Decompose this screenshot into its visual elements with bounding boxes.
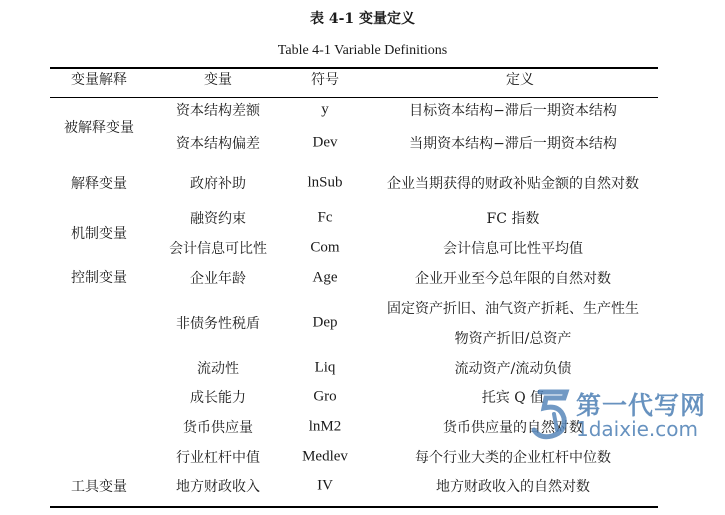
variable-symbol: y: [321, 101, 329, 118]
header-variable-explanation: 变量解释: [71, 72, 127, 88]
variable-definition: 货币供应量的自然对数: [443, 420, 583, 436]
variable-symbol: Com: [310, 239, 340, 256]
variable-name: 会计信息可比性: [169, 241, 267, 257]
group-control-variable: 控制变量: [71, 270, 127, 286]
group-dependent-variable: 被解释变量: [64, 120, 134, 136]
variable-definition-continued: 物资产折旧/总资产: [454, 331, 572, 347]
variable-definition: 流动资产/流动负债: [454, 361, 572, 377]
variable-symbol: Dep: [312, 314, 338, 331]
variable-definition: 会计信息可比性平均值: [443, 241, 583, 257]
variable-name: 政府补助: [190, 176, 246, 192]
table-caption-english: Table 4-1 Variable Definitions: [277, 43, 448, 58]
variable-symbol: Fc: [317, 209, 333, 226]
table-caption-chinese: 表 4-1 变量定义: [309, 11, 416, 27]
variable-name: 非债务性税盾: [176, 316, 260, 332]
variable-definition: 企业开业至今总年限的自然对数: [415, 271, 611, 287]
top-rule: [50, 67, 658, 69]
variable-symbol: lnSub: [307, 174, 343, 191]
variable-name: 货币供应量: [183, 420, 253, 436]
watermark: [526, 384, 722, 446]
variable-symbol: Liq: [314, 359, 336, 376]
group-explanatory-variable: 解释变量: [71, 176, 127, 192]
variable-symbol: Age: [312, 269, 338, 286]
header-symbol: 符号: [311, 72, 339, 88]
variable-symbol: Gro: [313, 388, 337, 405]
variable-name: 资本结构差额: [176, 103, 260, 119]
variable-definition: 企业当期获得的财政补贴金额的自然对数: [387, 176, 639, 192]
variable-definition: 地方财政收入的自然对数: [436, 479, 590, 495]
variable-definition: 固定资产折旧、油气资产折耗、生产性生: [387, 301, 639, 317]
variable-definition: 每个行业大类的企业杠杆中位数: [415, 450, 611, 466]
variable-symbol: IV: [317, 477, 333, 494]
header-definition: 定义: [506, 72, 534, 88]
variable-definition: 当期资本结构−滞后一期资本结构: [409, 136, 617, 152]
bottom-rule: [50, 506, 658, 508]
variable-name: 成长能力: [190, 390, 246, 406]
watermark-text: 第一代写网: [576, 391, 707, 420]
header-variable: 变量: [204, 72, 232, 88]
header-rule: [50, 97, 658, 98]
variable-name: 地方财政收入: [176, 479, 260, 495]
variable-name: 融资约束: [190, 211, 246, 227]
variable-name: 流动性: [197, 361, 239, 377]
group-instrumental-variable: 工具变量: [71, 479, 127, 495]
variable-definition: 托宾 Q 值: [481, 390, 545, 406]
variable-definition: 目标资本结构−滞后一期资本结构: [409, 103, 617, 119]
variable-name: 行业杠杆中值: [176, 450, 260, 466]
variable-symbol: lnM2: [308, 418, 342, 435]
variable-symbol: Dev: [312, 134, 338, 151]
variable-name: 企业年龄: [190, 271, 246, 287]
variable-symbol: Medlev: [302, 448, 348, 465]
watermark-logo-icon: [526, 384, 576, 442]
variable-name: 资本结构偏差: [176, 136, 260, 152]
variable-definition: FC 指数: [486, 211, 540, 227]
group-mechanism-variable: 机制变量: [71, 226, 127, 242]
watermark-url: 1daixie.com: [576, 417, 699, 441]
